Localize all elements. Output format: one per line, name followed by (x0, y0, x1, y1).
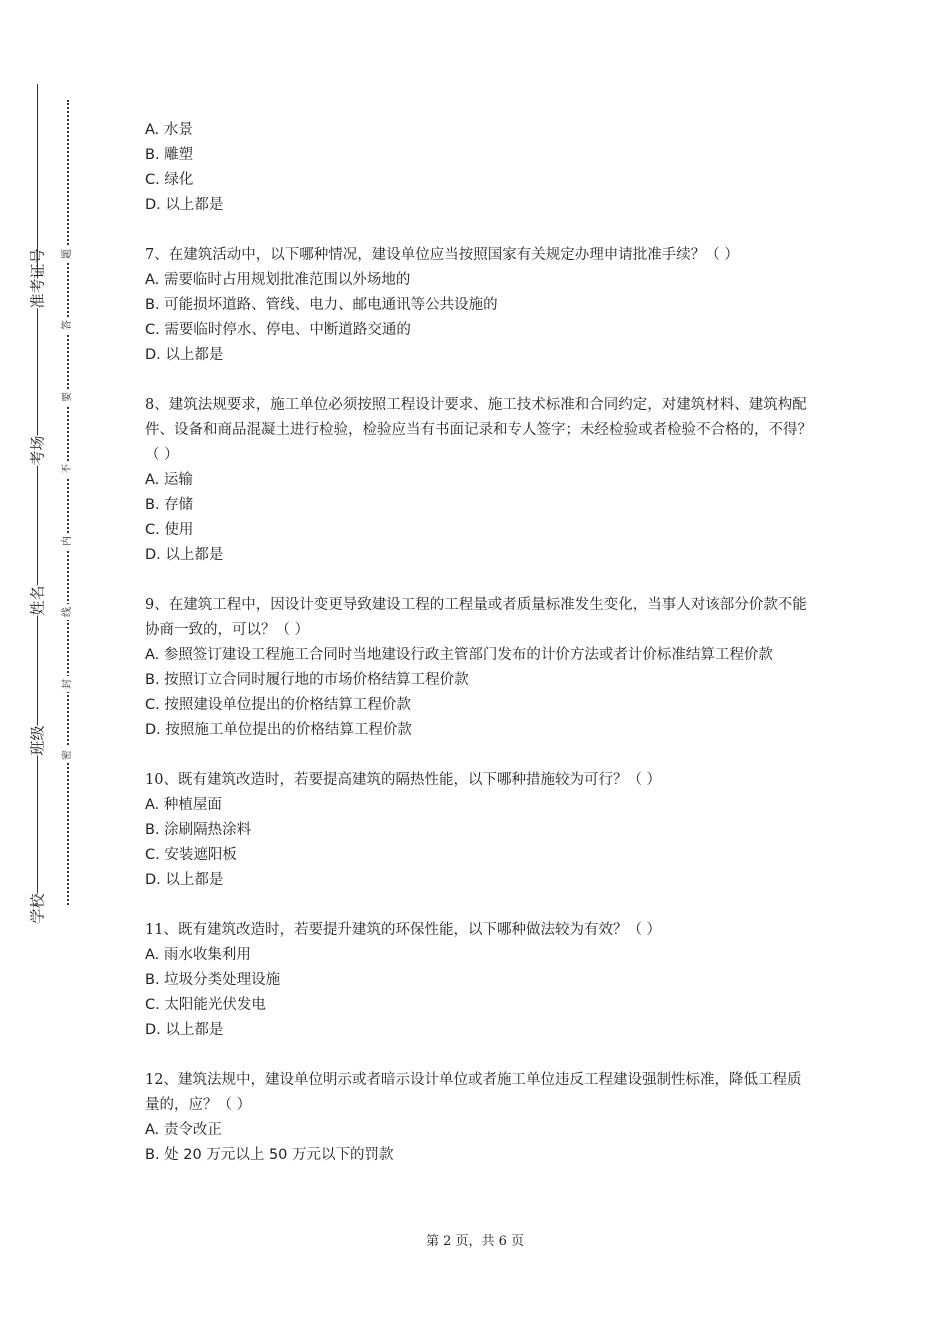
option: B. 按照订立合同时履行地的市场价格结算工程价款 (145, 672, 469, 688)
field-school: 学校 (28, 893, 47, 924)
question-stem: 7、在建筑活动中，以下哪种情况，建设单位应当按照国家有关规定办理申请批准手续？（ ） (145, 247, 739, 263)
option: C. 需要临时停水、停电、中断道路交通的 (145, 322, 411, 338)
option: B. 可能损坏道路、管线、电力、邮电通讯等公共设施的 (145, 297, 498, 313)
question-stem: 10、既有建筑改造时，若要提高建筑的隔热性能，以下哪种措施较为可行？（ ） (145, 772, 662, 788)
question-9 (145, 593, 815, 743)
option: C. 安装遮阳板 (145, 847, 237, 863)
option: D. 以上都是 (145, 547, 224, 563)
option: B. 垃圾分类处理设施 (145, 972, 281, 988)
binding-solid-line (37, 84, 38, 924)
page-footer: 第 2 页，共 6 页 (425, 1234, 525, 1249)
question-list (145, 118, 815, 1193)
question-10 (145, 768, 815, 893)
option: C. 太阳能光伏发电 (145, 997, 266, 1013)
warning-char: 要 (61, 389, 75, 405)
option: A. 雨水收集利用 (145, 947, 251, 963)
option: A. 需要临时占用规划批准范围以外场地的 (145, 272, 411, 288)
warning-char: 封 (61, 676, 75, 692)
option: D. 以上都是 (145, 347, 224, 363)
question-stem: 8、建筑法规要求，施工单位必须按照工程设计要求、施工技术标准和合同约定，对建筑材料、建筑构配件、设备和商品混凝土进行检验，检验应当有书面记录和专人签字；未经检验或者检验不合格的，不得？（ ） (145, 397, 812, 463)
option: D. 以上都是 (145, 872, 224, 888)
field-exam-room: 考场 (28, 435, 47, 466)
field-class: 班级 (28, 725, 47, 756)
option: A. 参照签订建设工程施工合同时当地建设行政主管部门发布的计价方法或者计价标准结算工程价款 (145, 647, 773, 663)
question-stem: 9、在建筑工程中，因设计变更导致建设工程的工程量或者质量标准发生变化，当事人对该部分价款不能协商一致的，可以？（ ） (145, 597, 807, 638)
question-6-continued (145, 118, 815, 218)
warning-char: 题 (61, 246, 75, 262)
warning-char: 不 (61, 461, 75, 477)
option: D. 以上都是 (145, 197, 224, 213)
warning-char: 密 (61, 747, 75, 763)
question-12 (145, 1068, 815, 1168)
question-11 (145, 918, 815, 1043)
option: A. 运输 (145, 472, 193, 488)
option: C. 按照建设单位提出的价格结算工程价款 (145, 697, 411, 713)
field-name: 姓名 (28, 585, 47, 616)
option: B. 涂刷隔热涂料 (145, 822, 252, 838)
question-7 (145, 243, 815, 368)
question-stem: 12、建筑法规中，建设单位明示或者暗示设计单位或者施工单位违反工程建设强制性标准，降低工程质量的，应？（ ） (145, 1072, 802, 1113)
option: A. 责令改正 (145, 1122, 222, 1138)
question-stem: 11、既有建筑改造时，若要提升建筑的环保性能，以下哪种做法较为有效？（ ） (145, 922, 662, 938)
warning-char: 线 (61, 604, 75, 620)
field-exam-id: 准考证号 (28, 248, 47, 309)
option: B. 雕塑 (145, 147, 194, 163)
question-8 (145, 393, 815, 568)
option: A. 水景 (145, 122, 193, 138)
warning-char: 内 (61, 533, 75, 549)
option: D. 按照施工单位提出的价格结算工程价款 (145, 722, 412, 738)
option: C. 使用 (145, 522, 194, 538)
warning-char: 答 (61, 317, 75, 333)
option: C. 绿化 (145, 172, 194, 188)
option: B. 处 20 万元以上 50 万元以下的罚款 (145, 1147, 394, 1163)
binding-dotted-line (67, 100, 69, 905)
binding-margin (0, 0, 110, 1344)
option: D. 以上都是 (145, 1022, 224, 1038)
option: A. 种植屋面 (145, 797, 222, 813)
option: B. 存储 (145, 497, 194, 513)
